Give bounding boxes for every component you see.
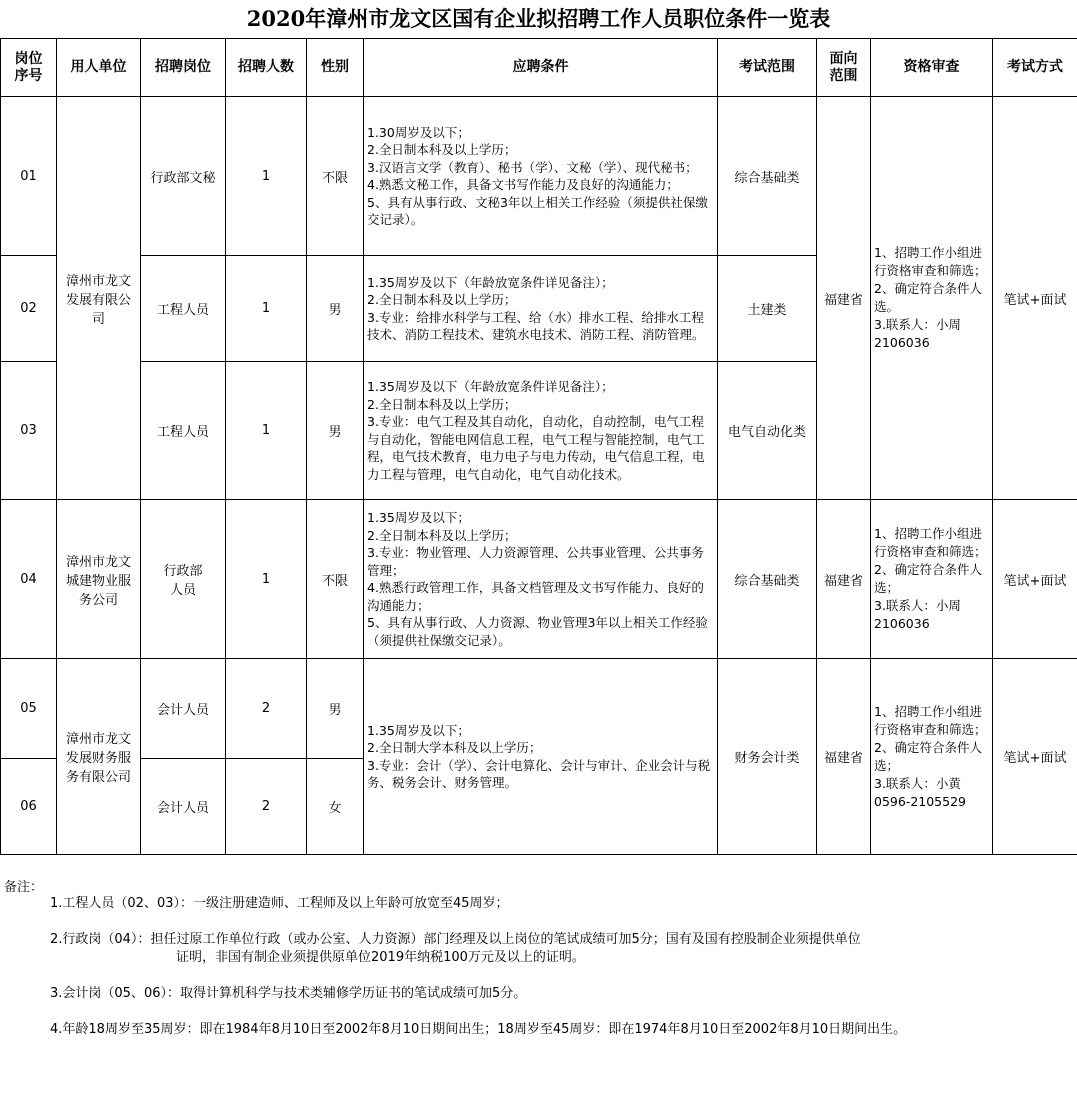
qualification-cell: 1、招聘工作小组进行资格审查和筛选； 2、确定符合条件人选； 3.联系人：小周2106036 bbox=[871, 500, 993, 659]
note-item: 2.行政岗（04）：担任过原工作单位行政（或办公室、人力资源）部门经理及以上岗位的笔试成绩可加5分；国有及国有控股制企业须提供单位 bbox=[50, 932, 861, 947]
table-header-row bbox=[1, 39, 1077, 97]
region-cell: 福建省 bbox=[817, 500, 871, 659]
conditions-cell: 1.35周岁及以下（年龄放宽条件详见备注）； 2.全日制本科及以上学历； 3.专业：给排水科学与工程、给（水）排水工程、给排水工程技术、消防工程技术、建筑水电技术、消防工程、消防管理。 bbox=[364, 256, 718, 362]
qualification-cell: 1、招聘工作小组进行资格审查和筛选； 2、确定符合条件人选。 3.联系人：小周2106036 bbox=[871, 97, 993, 500]
gender-cell: 男 bbox=[307, 362, 364, 500]
exam-scope-cell: 电气自动化类 bbox=[718, 362, 817, 500]
note-item: 4.年龄18周岁至35周岁：即在1984年8月10日至2002年8月10日期间出生；18周岁至45周岁：即在1974年8月10日至2002年8月10日期间出生。 bbox=[50, 1022, 907, 1037]
header-cell: 面向 范围 bbox=[817, 39, 871, 97]
exam-method-cell: 笔试+面试 bbox=[993, 97, 1077, 500]
note-item: 3.会计岗（05、06）：取得计算机科学与技术类辅修学历证书的笔试成绩可加5分。 bbox=[50, 986, 527, 1001]
count-cell: 1 bbox=[226, 362, 307, 500]
exam-method-cell: 笔试+面试 bbox=[993, 500, 1077, 659]
exam-scope-cell: 综合基础类 bbox=[718, 500, 817, 659]
gender-cell: 不限 bbox=[307, 500, 364, 659]
note-item-continuation: 证明，非国有制企业须提供原单位2019年纳税100万元及以上的证明。 bbox=[176, 950, 585, 965]
header-cell: 招聘人数 bbox=[226, 39, 307, 97]
count-cell: 2 bbox=[226, 759, 307, 855]
exam-scope-cell: 财务会计类 bbox=[718, 659, 817, 855]
header-cell: 岗位 序号 bbox=[1, 39, 57, 97]
gender-cell: 男 bbox=[307, 256, 364, 362]
table-row bbox=[1, 659, 1077, 759]
header-cell: 招聘岗位 bbox=[141, 39, 226, 97]
row-id: 05 bbox=[1, 659, 57, 759]
count-cell: 1 bbox=[226, 97, 307, 256]
count-cell: 2 bbox=[226, 659, 307, 759]
row-id: 06 bbox=[1, 759, 57, 855]
header-cell: 考试方式 bbox=[993, 39, 1077, 97]
gender-cell: 男 bbox=[307, 659, 364, 759]
region-cell: 福建省 bbox=[817, 659, 871, 855]
count-cell: 1 bbox=[226, 256, 307, 362]
header-cell: 资格审查 bbox=[871, 39, 993, 97]
row-id: 02 bbox=[1, 256, 57, 362]
header-cell: 应聘条件 bbox=[364, 39, 718, 97]
conditions-cell: 1.35周岁及以下（年龄放宽条件详见备注）； 2.全日制本科及以上学历； 3.专业：电气工程及其自动化，自动化，自动控制，电气工程与自动化，智能电网信息工程，电气工程与智能控制，电气工程，电气技术教育，电力电子与电力传动，电气信息工程，电力工程与管理，电气自动化，电气自动化技术。 bbox=[364, 362, 718, 500]
row-id: 04 bbox=[1, 500, 57, 659]
post-cell: 会计人员 bbox=[141, 659, 226, 759]
gender-cell: 女 bbox=[307, 759, 364, 855]
note-item: 1.工程人员（02、03）：一级注册建造师、工程师及以上年龄可放宽至45周岁； bbox=[50, 896, 509, 911]
post-cell: 行政部 人员 bbox=[141, 500, 226, 659]
header-cell: 性别 bbox=[307, 39, 364, 97]
qualification-cell: 1、招聘工作小组进行资格审查和筛选； 2、确定符合条件人选； 3.联系人：小黄0596-2105529 bbox=[871, 659, 993, 855]
count-cell: 1 bbox=[226, 500, 307, 659]
exam-scope-cell: 土建类 bbox=[718, 256, 817, 362]
post-cell: 行政部文秘 bbox=[141, 97, 226, 256]
notes-label: 备注： bbox=[4, 880, 44, 895]
exam-scope-cell: 综合基础类 bbox=[718, 97, 817, 256]
gender-cell: 不限 bbox=[307, 97, 364, 256]
exam-method-cell: 笔试+面试 bbox=[993, 659, 1077, 855]
employer-cell: 漳州市龙文 发展财务服 务有限公司 bbox=[57, 659, 141, 855]
header-cell: 用人单位 bbox=[57, 39, 141, 97]
header-cell: 考试范围 bbox=[718, 39, 817, 97]
table-row bbox=[1, 97, 1077, 256]
post-cell: 会计人员 bbox=[141, 759, 226, 855]
conditions-cell: 1.30周岁及以下； 2.全日制本科及以上学历； 3.汉语言文学（教育）、秘书（学）、文秘（学）、现代秘书； 4.熟悉文秘工作，具备文书写作能力及良好的沟通能力； 5、具有从事行政、文秘3年以上相关工作经验（须提供社保缴交记录）。 bbox=[364, 97, 718, 256]
page-title: 2020年漳州市龙文区国有企业拟招聘工作人员职位条件一览表 bbox=[246, 6, 831, 31]
conditions-cell: 1.35周岁及以下； 2.全日制本科及以上学历； 3.专业：物业管理、人力资源管理、公共事业管理、公共事务管理； 4.熟悉行政管理工作，具备文档管理及文书写作能力、良好的沟通能力； 5、具有从事行政、人力资源、物业管理3年以上相关工作经验（须提供社保缴交记录）。 bbox=[364, 500, 718, 659]
post-cell: 工程人员 bbox=[141, 256, 226, 362]
row-id: 01 bbox=[1, 97, 57, 256]
position-table bbox=[0, 38, 1077, 855]
employer-cell: 漳州市龙文 城建物业服 务公司 bbox=[57, 500, 141, 659]
table-row bbox=[1, 500, 1077, 659]
post-cell: 工程人员 bbox=[141, 362, 226, 500]
row-id: 03 bbox=[1, 362, 57, 500]
conditions-cell: 1.35周岁及以下； 2.全日制大学本科及以上学历； 3.专业：会计（学）、会计电算化、会计与审计、企业会计与税务、税务会计、财务管理。 bbox=[364, 659, 718, 855]
employer-cell: 漳州市龙文 发展有限公 司 bbox=[57, 97, 141, 500]
region-cell: 福建省 bbox=[817, 97, 871, 500]
